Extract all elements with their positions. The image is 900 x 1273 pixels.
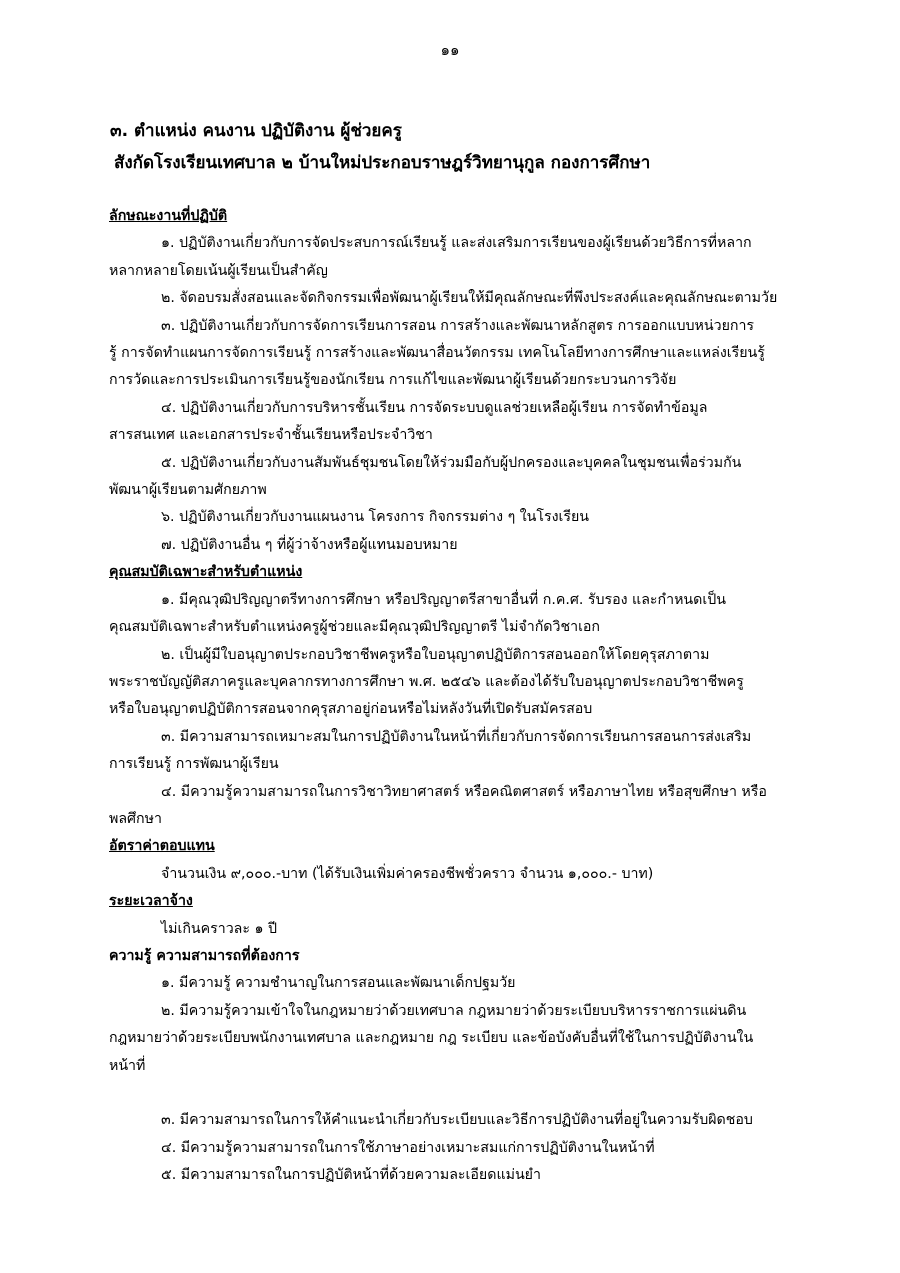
duty-line: ๖. ปฏิบัติงานเกี่ยวกับงานแผนงาน โครงการ กิจกรรมต่าง ๆ ในโรงเรียน <box>161 509 589 526</box>
duty-item <box>109 230 821 285</box>
knowledge-item <box>109 970 821 997</box>
duty-line: ๑. ปฏิบัติงานเกี่ยวกับการจัดประสบการณ์เรียนรู้ และส่งเสริมการเรียนของผู้เรียนด้วยวิธีการที่หลาก <box>161 235 752 252</box>
duty-line: สารสนเทศ และเอกสารประจำชั้นเรียนหรือประจำวิชา <box>109 427 433 444</box>
duty-item <box>109 532 821 559</box>
qualification-line: ๒. เป็นผู้มีใบอนุญาตประกอบวิชาชีพครูหรือใบอนุญาตปฏิบัติการสอนออกให้โดยคุรุสภาตาม <box>161 646 710 663</box>
employment-period-heading: ระยะเวลาจ้าง <box>109 893 193 910</box>
knowledge-line: ๔. มีความรู้ความสามารถในการใช้ภาษาอย่างเหมาะสมแก่การปฏิบัติงานในหน้าที่ <box>161 1139 655 1156</box>
duty-line: ๗. ปฏิบัติงานอื่น ๆ ที่ผู้ว่าจ้างหรือผู้แทนมอบหมาย <box>161 536 458 553</box>
knowledge-line: ๓. มีความสามารถในการให้คำแนะนำเกี่ยวกับระเบียบและวิธีการปฏิบัติงานที่อยู่ในความรับผิดชอบ <box>161 1112 753 1129</box>
qualification-line: พลศึกษา <box>109 810 162 827</box>
knowledge-item <box>109 1135 821 1162</box>
knowledge-heading: ความรู้ ความสามารถที่ต้องการ <box>109 947 300 964</box>
knowledge-item <box>109 1162 821 1189</box>
compensation-text: จำนวนเงิน ๙,๐๐๐.-บาท (ได้รับเงินเพิ่มค่าครองชีพชั่วคราว จำนวน ๑,๐๐๐.- บาท) <box>161 865 654 882</box>
knowledge-line: ๑. มีความรู้ ความชำนาญในการสอนและพัฒนาเด็กปฐมวัย <box>161 975 516 992</box>
qualification-line: ๓. มีความสามารถเหมาะสมในการปฏิบัติงานในหน้าที่เกี่ยวกับการจัดการเรียนการสอนการส่งเสริม <box>161 728 752 745</box>
page-number: ๑๑ <box>440 41 460 59</box>
qualification-line: การเรียนรู้ การพัฒนาผู้เรียน <box>109 756 279 773</box>
affiliation-title: สังกัดโรงเรียนเทศบาล ๒ บ้านใหม่ประกอบราษฎร์วิทยานุกูล กองการศึกษา <box>114 153 651 173</box>
qualification-item <box>109 642 821 724</box>
duty-item <box>109 450 821 505</box>
duties-heading: ลักษณะงานที่ปฏิบัติ <box>109 208 228 224</box>
knowledge-item <box>109 1107 821 1134</box>
knowledge-line: ๒. มีความรู้ความเข้าใจในกฎหมายว่าด้วยเทศบาล กฎหมายว่าด้วยระเบียบบริหารราชการแผ่นดิน <box>161 1002 747 1019</box>
duty-item <box>109 285 821 312</box>
knowledge-item <box>109 998 821 1080</box>
qualification-line: ๔. มีความรู้ความสามารถในการวิชาวิทยาศาสตร์ หรือคณิตศาสตร์ หรือภาษาไทย หรือสุขศึกษา หรือ <box>161 783 767 800</box>
duty-line: ๒. จัดอบรมสั่งสอนและจัดกิจกรรมเพื่อพัฒนาผู้เรียนให้มีคุณลักษณะที่พึงประสงค์และคุณลักษณะตามวัย <box>161 290 778 307</box>
qualification-line: คุณสมบัติเฉพาะสำหรับตำแหน่งครูผู้ช่วยและมีคุณวุฒิปริญญาตรี ไม่จำกัดวิชาเอก <box>109 619 601 636</box>
qualifications-list <box>109 587 821 834</box>
knowledge-line: หน้าที่ <box>109 1057 146 1074</box>
duty-line: พัฒนาผู้เรียนตามศักยภาพ <box>109 482 267 499</box>
knowledge-list <box>109 970 821 1189</box>
duty-item <box>109 313 821 395</box>
duty-item <box>109 504 821 531</box>
duties-list <box>109 230 821 559</box>
spacer <box>109 1080 821 1107</box>
qualification-line: พระราชบัญญัติสภาครูและบุคลากรทางการศึกษา พ.ศ. ๒๕๔๖ และต้องได้รับใบอนุญาตประกอบวิชาชีพครู <box>109 673 744 690</box>
position-title: ๓. ตำแหน่ง คนงาน ปฏิบัติงาน ผู้ช่วยครู <box>110 121 402 141</box>
duty-item <box>109 395 821 450</box>
compensation-heading: อัตราค่าตอบแทน <box>109 838 215 855</box>
qualification-item <box>109 587 821 642</box>
qualification-item <box>109 779 821 834</box>
duty-line: ๓. ปฏิบัติงานเกี่ยวกับการจัดการเรียนการสอน การสร้างและพัฒนาหลักสูตร การออกแบบหน่วยการ <box>161 317 755 334</box>
duty-line: ๔. ปฏิบัติงานเกี่ยวกับการบริหารชั้นเรียน การจัดระบบดูแลช่วยเหลือผู้เรียน การจัดทำข้อมูล <box>161 399 708 416</box>
knowledge-line: ๕. มีความสามารถในการปฏิบัติหน้าที่ด้วยความละเอียดแม่นยำ <box>161 1167 541 1184</box>
qualifications-heading: คุณสมบัติเฉพาะสำหรับตำแหน่ง <box>109 564 303 581</box>
document-body <box>109 203 821 1190</box>
qualification-line: หรือใบอนุญาตปฏิบัติการสอนจากคุรุสภาอยู่ก่อนหรือไม่หลังวันที่เปิดรับสมัครสอบ <box>109 701 593 718</box>
employment-period-text: ไม่เกินคราวละ ๑ ปี <box>161 920 278 937</box>
qualification-item <box>109 724 821 779</box>
duty-line: ๕. ปฏิบัติงานเกี่ยวกับงานสัมพันธ์ชุมชนโดยให้ร่วมมือกับผู้ปกครองและบุคคลในชุมชนเพื่อร่วมกัน <box>161 454 742 471</box>
duty-line: หลากหลายโดยเน้นผู้เรียนเป็นสำคัญ <box>109 262 328 279</box>
duty-line: การวัดและการประเมินการเรียนรู้ของนักเรียน การแก้ไขและพัฒนาผู้เรียนด้วยกระบวนการวิจัย <box>109 372 677 389</box>
qualification-line: ๑. มีคุณวุฒิปริญญาตรีทางการศึกษา หรือปริญญาตรีสาขาอื่นที่ ก.ค.ศ. รับรอง และกำหนดเป็น <box>161 591 726 608</box>
duty-line: รู้ การจัดทำแผนการจัดการเรียนรู้ การสร้างและพัฒนาสื่อนวัตกรรม เทคโนโลยีทางการศึกษาและแหล่งเรียนรู้ <box>109 345 765 362</box>
knowledge-line: กฎหมายว่าด้วยระเบียบพนักงานเทศบาล และกฎหมาย กฎ ระเบียบ และข้อบังคับอื่นที่ใช้ในการปฏิบัติงานใน <box>109 1030 754 1047</box>
